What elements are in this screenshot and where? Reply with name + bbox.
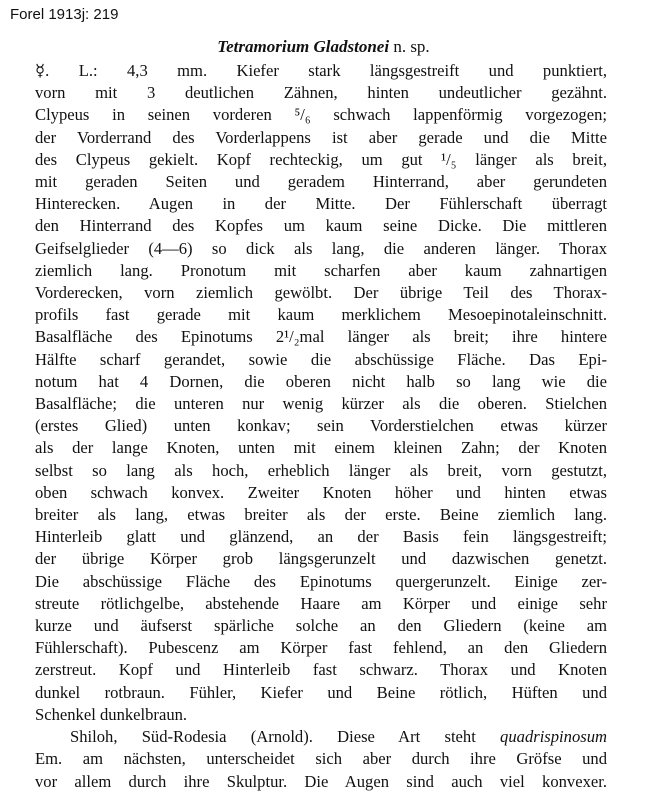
text-line: des Clypeus gekielt. Kopf rechteckig, um gut ¹/₅ länger als breit, [35, 149, 607, 169]
text-line: als der lange Knoten, unten mit einem kleinen Zahn; der Knoten [35, 438, 607, 458]
locality-text: Shiloh, Süd-Rodesia (Arnold). Diese Art steht [70, 727, 476, 747]
text-line: Schenkel dunkelbraun. [35, 704, 188, 724]
text-line: kurze und äufserst spärliche solche an den Gliedern (keine am [35, 616, 607, 636]
text-line: ziemlich lang. Pronotum mit scharfen aber kaum zahnartigen [35, 260, 607, 280]
text-line: vor allem durch ihre Skulptur. Die Augen sind auch viel konvexer. [35, 771, 607, 791]
text-line: Fühlerschaft). Pubescenz am Körper fast fehlend, an den Gliedern [35, 638, 607, 658]
text-line: mit geraden Seiten und geradem Hinterrand, aber gerundeten [35, 172, 607, 192]
text-line: der übrige Körper grob längsgerunzelt und dazwischen genetzt. [35, 549, 607, 569]
text-line: Geifselglieder (4—6) so dick als lang, die anderen länger. Thorax [35, 238, 607, 258]
citation-label: Forel 1913j: 219 [10, 6, 119, 23]
text-line: profils fast gerade mit kaum merklichem Mesoepinotaleinschnitt. [35, 305, 607, 325]
text-line: zerstreut. Kopf und Hinterleib fast schwarz. Thorax und Knoten [35, 660, 607, 680]
species-heading [0, 37, 647, 57]
text-line: breiter als lang, etwas breiter als der erste. Beine ziemlich lang. [35, 505, 607, 525]
text-line: der Vorderrand des Vorderlappens ist aber gerade und die Mitte [35, 127, 607, 147]
text-line: Basalfläche; die unteren nur wenig kürzer als die oberen. Stielchen [35, 394, 607, 414]
species-status: n. sp. [393, 37, 430, 56]
text-line: vorn mit 3 deutlichen Zähnen, hinten undeutlicher gezähnt. [35, 83, 607, 103]
text-line: Basalfläche des Epinotums 2¹/₂mal länger als breit; ihre hintere [35, 327, 607, 347]
text-line: Hinterleib glatt und glänzend, an der Basis fein längsgestreift; [35, 527, 607, 547]
text-line: Hälfte scharf gerandet, sowie die abschüssige Fläche. Das Epi- [35, 349, 607, 369]
description-paragraph [35, 60, 607, 726]
text-line: oben schwach konvex. Zweiter Knoten höher und hinten etwas [35, 482, 607, 502]
text-line: (erstes Glied) unten konkav; sein Vorderstielchen etwas kürzer [35, 416, 607, 436]
description-text [35, 60, 607, 793]
species-name: Tetramorium Gladstonei [217, 37, 390, 56]
text-line: streute rötlichgelbe, abstehende Haare am Körper und einige sehr [35, 593, 607, 613]
text-line: dunkel rotbraun. Fühler, Kiefer und Beine rötlich, Hüften und [35, 682, 607, 702]
text-line: selbst so lang als hoch, erheblich länger als breit, vorn gestutzt, [35, 460, 607, 480]
text-line: Em. am nächsten, unterscheidet sich aber durch ihre Gröfse und [35, 749, 607, 769]
text-line [35, 726, 607, 748]
text-line: Die abschüssige Fläche des Epinotums quergerunzelt. Einige zer- [35, 571, 607, 591]
text-line: notum hat 4 Dornen, die oberen nicht halb so lang wie die [35, 371, 607, 391]
compared-species-name: quadrispinosum [500, 727, 607, 747]
text-line: Clypeus in seinen vorderen ⁵/₆ schwach lappenförmig vorgezogen; [35, 105, 607, 125]
text-line: Vorderecken, vorn ziemlich gewölbt. Der übrige Teil des Thorax- [35, 283, 607, 303]
locality-paragraph [35, 726, 607, 793]
text-line: Hinterecken. Augen in der Mitte. Der Fühlerschaft überragt [35, 194, 607, 214]
text-line: den Hinterrand des Kopfes um kaum seine Dicke. Die mittleren [35, 216, 607, 236]
text-line: ☿. L.: 4,3 mm. Kiefer stark längsgestreift und punktiert, [35, 61, 607, 80]
